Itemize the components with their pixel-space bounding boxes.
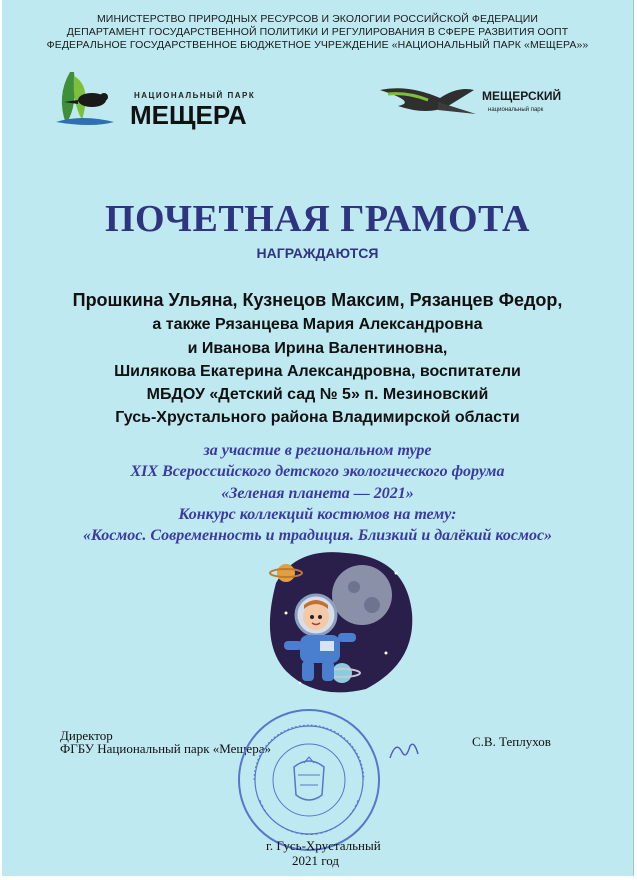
- awardee-line: и Иванова Ирина Валентиновна,: [187, 340, 448, 357]
- reason-line: «Зеленая планета — 2021»: [221, 485, 414, 502]
- director-signature: [388, 738, 420, 764]
- left-logo-big-text: МЕЩЕРА: [130, 100, 247, 130]
- reason-line: XIX Всероссийского детского экологического форума: [130, 463, 505, 480]
- header-line-department: ДЕПАРТАМЕНТ ГОСУДАРСТВЕННОЙ ПОЛИТИКИ И РЕГУЛИРОВАНИЯ В СФЕРЕ РАЗВИТИЯ ООПТ: [66, 26, 569, 38]
- awardee-line: МБДОУ «Детский сад № 5» п. Мезиновский: [146, 386, 489, 403]
- header-line-ministry: МИНИСТЕРСТВО ПРИРОДНЫХ РЕСУРСОВ И ЭКОЛОГИИ РОССИЙСКОЙ ФЕДЕРАЦИИ: [96, 13, 539, 25]
- right-logo-small-text: национальный парк: [488, 107, 544, 113]
- left-logo-small-text: НАЦИОНАЛЬНЫЙ ПАРК: [134, 91, 256, 100]
- astronaut-illustration: [256, 543, 418, 699]
- reason-line: за участие в региональном туре: [203, 442, 432, 459]
- meshchera-park-logo: [52, 66, 282, 136]
- director-title: Директор: [60, 728, 113, 743]
- meshcherskiy-park-logo: [378, 80, 568, 130]
- certificate-sheet: [2, 0, 634, 876]
- footer-city: г. Гусь-Хрустальный: [266, 838, 381, 853]
- header-line-institution: ФЕДЕРАЛЬНОЕ ГОСУДАРСТВЕННОЕ БЮДЖЕТНОЕ УЧРЕЖДЕНИЕ «НАЦИОНАЛЬНЫЙ ПАРК «МЕЩЕРА»»: [46, 39, 589, 51]
- director-organization: ФГБУ Национальный парк «Мещера»: [60, 741, 271, 756]
- certificate-subtitle: НАГРАЖДАЮТСЯ: [256, 245, 379, 261]
- reason-line: Конкурс коллекций костюмов на тему:: [178, 506, 457, 523]
- awardee-line: а также Рязанцева Мария Александровна: [152, 316, 483, 333]
- right-logo-big-text: МЕЩЕРСКИЙ: [482, 89, 562, 103]
- awardee-line: Шилякова Екатерина Александровна, воспитатели: [114, 363, 521, 380]
- footer-year: 2021 год: [292, 853, 339, 868]
- reason-line: «Космос. Современность и традиция. Близкий и далёкий космос»: [82, 527, 553, 544]
- awardee-line: Прошкина Ульяна, Кузнецов Максим, Рязанцев Федор,: [72, 290, 563, 310]
- awardee-line: Гусь-Хрустального района Владимирской области: [115, 409, 520, 426]
- official-seal: [234, 705, 384, 855]
- certificate-title: ПОЧЕТНАЯ ГРАМОТА: [105, 198, 530, 240]
- director-name: С.В. Теплухов: [472, 734, 551, 749]
